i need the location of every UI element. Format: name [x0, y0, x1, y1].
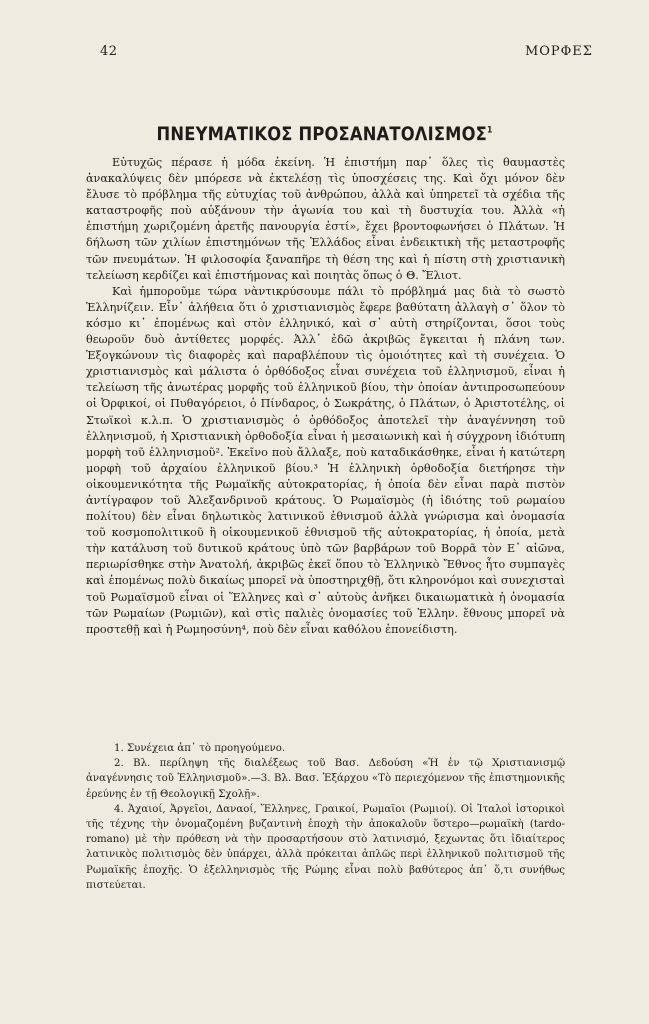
footnote: 2. Βλ. περίληψη τῆς διαλέξεως τοῦ Βασ. Δεδούση «Ἡ ἐν τῷ Χριστιανισμῷ ἀναγέννησις τοῦ Ἑλληνισμοῦ».—3. Βλ. Βασ. Ἐξάρχου «Τὸ περιεχόμενον τῆς ἐπιστημονικῆς ἐρεύνης ἐν τῇ Θεολογικῇ Σχολῇ». — [86, 758, 565, 800]
footnotes — [86, 741, 565, 893]
footnote: 1. Συνέχεια ἀπ᾽ τὸ προηγούμενο. — [114, 743, 286, 754]
article-title — [46, 123, 604, 145]
paragraph: Εὐτυχῶς πέρασε ἡ μόδα ἐκείνη. Ἡ ἐπιστήμη παρ᾽ ὅλες τὶς θαυμαστὲς ἀνακαλύψεις δὲν μπόρεσε νὰ ἐκτελέσῃ τὶς ὑποσχέσεις της. Καὶ ὄχι μόνον δὲν ἔλυσε τὸ πρόβλημα τῆς εὐτυχίας τοῦ ἀνθρώπου, ἀλλὰ καὶ ὑπηρετεῖ τὰ σχέδια τῆς καταστροφῆς ποὺ αὐξάνουν τὴν ἀγωνία του καὶ τὴ δυστυχία του. Ἀλλὰ «ἡ ἐπιστήμη χωριζομένη ἀρετῆς πανουργία ἐστί», ἔχει βροντοφωνήσει ὁ Πλάτων. Ἡ δήλωση τῶν χιλίων ἐπιστημόνων τῆς Ἑλλάδος εἶναι ἐνδεικτικὴ τῆς μεταστροφῆς τῶν πνευμάτων. Ἡ φιλοσοφία ξαναπῆρε τὴ θέση της καὶ ἡ πίστη στὴ χριστιανικὴ τελείωση κερδίζει καὶ ἐπιστήμονας καὶ ποιητὰς ὅπως ὁ Θ. Ἔλιοτ. — [86, 156, 565, 282]
journal-name: ΜΟΡΦΕΣ — [524, 44, 593, 59]
footnote: 4. Ἀχαιοί, Ἀργεῖοι, Δαναοί, Ἕλληνες, Γραικοί, Ρωμαῖοι (Ρωμιοί). Οἱ Ἰταλοὶ ἱστορικοὶ τῆς τέχνης τὴν ὀνομαζομένη βυζαντινὴ ἐποχὴ τὴν ἀποκαλοῦν ὕστερο—ρωμαϊκὴ (tardo-romano) μὲ τὴν πρόθεση νὰ τὴν προσαρτήσουν στὸ λατινισμό, ξεχωντας ὅτι ἰδιαίτερος λατινικὸς πολιτισμὸς δὲν ὑπάρχει, ἀλλὰ πρόκειται ἁπλῶς περὶ ἑλληνικοῦ πολιτισμοῦ τῆς Ρωμαϊκῆς ἐποχῆς. Ὁ ἐξελληνισμὸς τῆς Ρώμης εἶναι πολὺ βαθύτερος ἀπ᾽ ὅ,τι συνήθως πιστεύεται. — [86, 803, 565, 891]
article-body — [86, 155, 565, 638]
paragraph: Καὶ ἠμποροῦμε τώρα νὰντικρύσουμε πάλι τὸ πρόβλημά μας διὰ τὸ σωστὸ Ἑλληνίζειν. Εἶν᾽ ἀλήθεια ὅτι ὁ χριστιανισμὸς ἔφερε βαθύτατη ἀλλαγὴ σ᾽ ὅλον τὸ κόσμο κι᾽ ἐπομένως καὶ στὸν ἑλληνικό, καὶ σ᾽ αὐτὴ στηρίζονται, ὅσοι τοὺς θεωροῦν δυὸ ἀντίθετες μορφές. Ἀλλ᾽ ἐδῶ ἀκριβῶς ἔγκειται ἡ πλάνη των. Ἐξογκώνουν τὶς διαφορὲς καὶ παραβλέπουν τὶς ὁμοιότητες καὶ τὴ συνέχεια. Ὁ χριστιανισμὸς καὶ μάλιστα ὁ ὀρθόδοξος εἶναι συνέχεια τοῦ ἑλληνισμοῦ, εἶναι ἡ τελείωση τῆς ἀνωτέρας μορφῆς τοῦ ἑλληνικοῦ βίου, τὴν ὁποίαν ἀντιπροσωπεύουν οἱ Ὀρφικοί, οἱ Πυθαγόρειοι, ὁ Πίνδαρος, ὁ Σωκράτης, ὁ Πλάτων, ὁ Ἀριστοτέλης, οἱ Στωϊκοὶ κ.λ.π. Ὁ χριστιανισμὸς ὁ ὀρθόδοξος ἀποτελεῖ τὴν ἀναγέννηση τοῦ ἑλληνισμοῦ, ἡ Χριστιανικὴ ὀρθοδοξία εἶναι ἡ μεσαιωνικὴ καὶ ἡ σύγχρονη ἰδιότυπη μορφὴ τοῦ ἑλληνισμοῦ². Ἐκεῖνο ποὺ ἄλλαξε, ποὺ καταδικάσθηκε, εἶναι ἡ κατώτερη μορφὴ τοῦ ἀρχαίου ἑλληνικοῦ βίου.³ Ἡ ἑλληνικὴ ὀρθοδοξία διετήρησε τὴν οἰκουμενικότητα τῆς Ρωμαϊκῆς αὐτοκρατορίας, ἡ ὁποία δὲν εἶναι παρὰ πιστὸν ἀντίγραφον τοῦ Ἀλεξανδρινοῦ κράτους. Ὁ Ρωμαϊσμὸς (ἡ ἰδιότης τοῦ ρωμαίου πολίτου) δὲν εἶναι δηλωτικὸς λατινικοῦ ἐθνισμοῦ ἀλλὰ γνώρισμα καὶ ὀνομασία τοῦ κοσμοπολιτικοῦ ἢ οἰκουμενικοῦ ἐθνισμοῦ τῆς αὐτοκρατορίας, ἡ ὁποία, μετὰ τὴν κατάλυση τοῦ δυτικοῦ κράτους ὑπὸ τῶν βαρβάρων τοῦ Βορρᾶ τὸν Ε᾽ αἰῶνα, περιωρίσθηκε στὴν Ἀνατολή, ἀκριβῶς ἐκεῖ ὅπου τὸ Ἑλληνικὸ Ἔθνος ἦτο συμπαγὲς καὶ ἑπομένως πολὺ δικαίως μπορεῖ νὰ ὑποστηριχθῇ, ὅτι κληρονόμοι καὶ συνεχισταὶ τοῦ Ρωμαϊσμοῦ εἶναι οἱ Ἕλληνες καὶ σ᾽ αὐτοὺς ἀνῆκει δικαιωματικὰ ἡ ὀνομασία τῶν Ρωμαίων (Ρωμιῶν), καὶ στὶς παλιὲς ὀνομασίες τοῦ Ἑλλην. ἔθνους μπορεῖ νὰ προστεθῇ καὶ ἡ Ρωμηοσύνη⁴, ποὺ δὲν εἶναι καθόλου ἐπονείδιστη. — [86, 284, 565, 636]
article-title-text: ΠΝΕΥΜΑΤΙΚΟΣ ΠΡΟΣΑΝΑΤΟΛΙΣΜΟΣ — [156, 123, 488, 145]
title-footnote-mark: 1 — [487, 125, 493, 136]
page-number: 42 — [100, 44, 118, 59]
